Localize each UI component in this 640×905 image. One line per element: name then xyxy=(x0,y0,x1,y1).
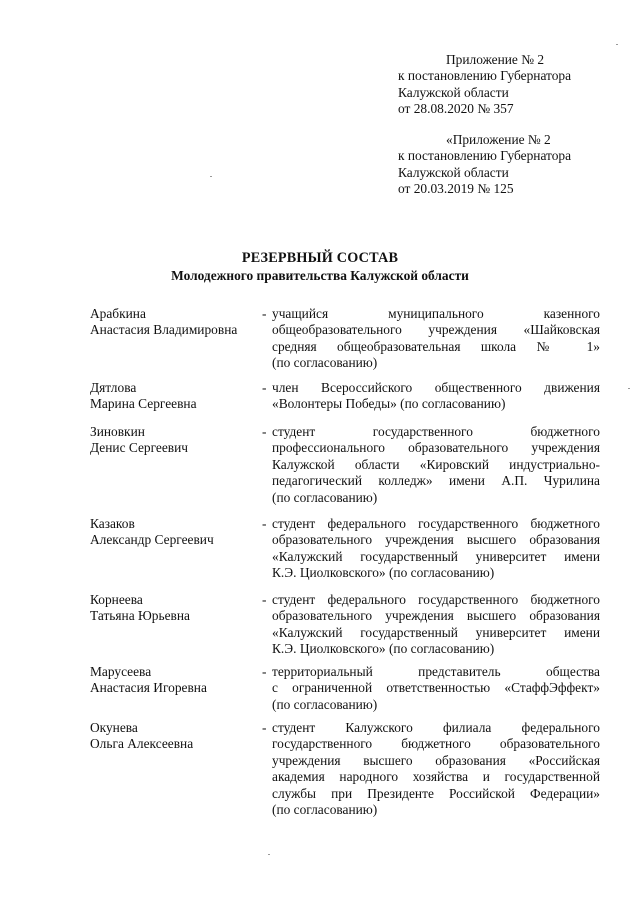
annex-line: Калужской области xyxy=(398,164,509,180)
description-line: средняя общеобразовательная школа № 1» xyxy=(272,338,600,354)
description-line: академия народного хозяйства и государственной xyxy=(272,769,600,785)
member-surname: Окунева xyxy=(90,720,138,735)
entry-dash: - xyxy=(262,424,267,439)
member-name xyxy=(90,664,260,697)
annex-line: к постановлению Губернатора xyxy=(398,68,572,84)
member-surname: Марусеева xyxy=(90,664,152,679)
description-line: член Всероссийского общественного движения xyxy=(272,380,600,395)
member-description xyxy=(272,516,600,582)
member-given-names: Татьяна Юрьевна xyxy=(90,608,190,624)
entry-dash: - xyxy=(262,664,267,679)
description-line: К.Э. Циолковского» (по согласованию) xyxy=(272,641,495,657)
description-line: службы при Президенте Российской Федерации» xyxy=(272,785,600,801)
description-line: (по согласованию) xyxy=(272,489,378,505)
member-given-names: Александр Сергеевич xyxy=(90,532,214,548)
annex-line: от 20.03.2019 № 125 xyxy=(398,181,514,197)
scan-speck xyxy=(628,388,630,389)
annex-line: «Приложение № 2 xyxy=(446,132,551,147)
description-line: с ограниченной ответственностью «СтаффЭффект» xyxy=(272,680,600,696)
member-name xyxy=(90,592,260,625)
description-line: учреждения высшего образования «Российская xyxy=(272,752,600,768)
member-name xyxy=(90,720,260,753)
description-line: территориальный представитель общества xyxy=(272,664,600,679)
description-line: профессионального образовательного учреждения xyxy=(272,440,600,456)
description-line: студент Калужского филиала федерального xyxy=(272,720,600,735)
description-line: «Калужский государственный университет имени xyxy=(272,624,600,640)
member-name xyxy=(90,516,260,549)
description-line: общеобразовательного учреждения «Шайковская xyxy=(272,322,600,338)
entry-dash: - xyxy=(262,720,267,735)
entry-dash: - xyxy=(262,516,267,531)
annex-line: Приложение № 2 xyxy=(446,52,545,67)
description-line: образовательного учреждения высшего образования xyxy=(272,532,600,548)
member-description xyxy=(272,306,600,372)
member-given-names: Марина Сергеевна xyxy=(90,396,197,412)
annex-line: к постановлению Губернатора xyxy=(398,148,572,164)
member-given-names: Ольга Алексеевна xyxy=(90,736,194,752)
member-description xyxy=(272,592,600,658)
description-line: К.Э. Циолковского» (по согласованию) xyxy=(272,565,495,581)
member-description xyxy=(272,424,600,506)
document-heading xyxy=(0,250,640,285)
member-description xyxy=(272,664,600,713)
scan-speck xyxy=(268,854,270,855)
member-given-names: Анастасия Владимировна xyxy=(90,322,238,338)
annex-line: от 28.08.2020 № 357 xyxy=(398,101,514,117)
description-line: Калужской области «Кировский индустриально- xyxy=(272,456,600,472)
annex-line: Калужской области xyxy=(398,84,509,100)
entry-dash: - xyxy=(262,306,267,321)
member-name xyxy=(90,306,260,339)
scan-speck xyxy=(616,44,618,45)
member-name xyxy=(90,424,260,457)
document-subtitle: Молодежного правительства Калужской области xyxy=(171,268,469,284)
member-name xyxy=(90,380,260,413)
annex-header-current xyxy=(398,52,608,118)
description-line: студент федерального государственного бюджетного xyxy=(272,592,600,607)
description-line: студент государственного бюджетного xyxy=(272,424,600,439)
member-description xyxy=(272,380,600,413)
description-line: студент федерального государственного бюджетного xyxy=(272,516,600,531)
description-line: педагогический колледж» имени А.П. Чурилина xyxy=(272,473,600,489)
document-title: РЕЗЕРВНЫЙ СОСТАВ xyxy=(241,250,399,266)
description-line: (по согласованию) xyxy=(272,355,378,371)
member-surname: Корнеева xyxy=(90,592,143,607)
description-line: государственного бюджетного образовательного xyxy=(272,736,600,752)
description-line: «Калужский государственный университет имени xyxy=(272,548,600,564)
member-surname: Казаков xyxy=(90,516,135,531)
member-surname: Арабкина xyxy=(90,306,146,321)
description-line: «Волонтеры Победы» (по согласованию) xyxy=(272,396,506,412)
description-line: (по согласованию) xyxy=(272,802,378,818)
member-given-names: Анастасия Игоревна xyxy=(90,680,207,696)
description-line: образовательного учреждения высшего образования xyxy=(272,608,600,624)
annex-header-prior xyxy=(398,132,608,198)
description-line: учащийся муниципального казенного xyxy=(272,306,600,321)
description-line: (по согласованию) xyxy=(272,696,378,712)
member-description xyxy=(272,720,600,818)
member-surname: Дятлова xyxy=(90,380,137,395)
entry-dash: - xyxy=(262,380,267,395)
scan-speck xyxy=(210,176,212,177)
member-given-names: Денис Сергеевич xyxy=(90,440,189,456)
member-surname: Зиновкин xyxy=(90,424,145,439)
entry-dash: - xyxy=(262,592,267,607)
